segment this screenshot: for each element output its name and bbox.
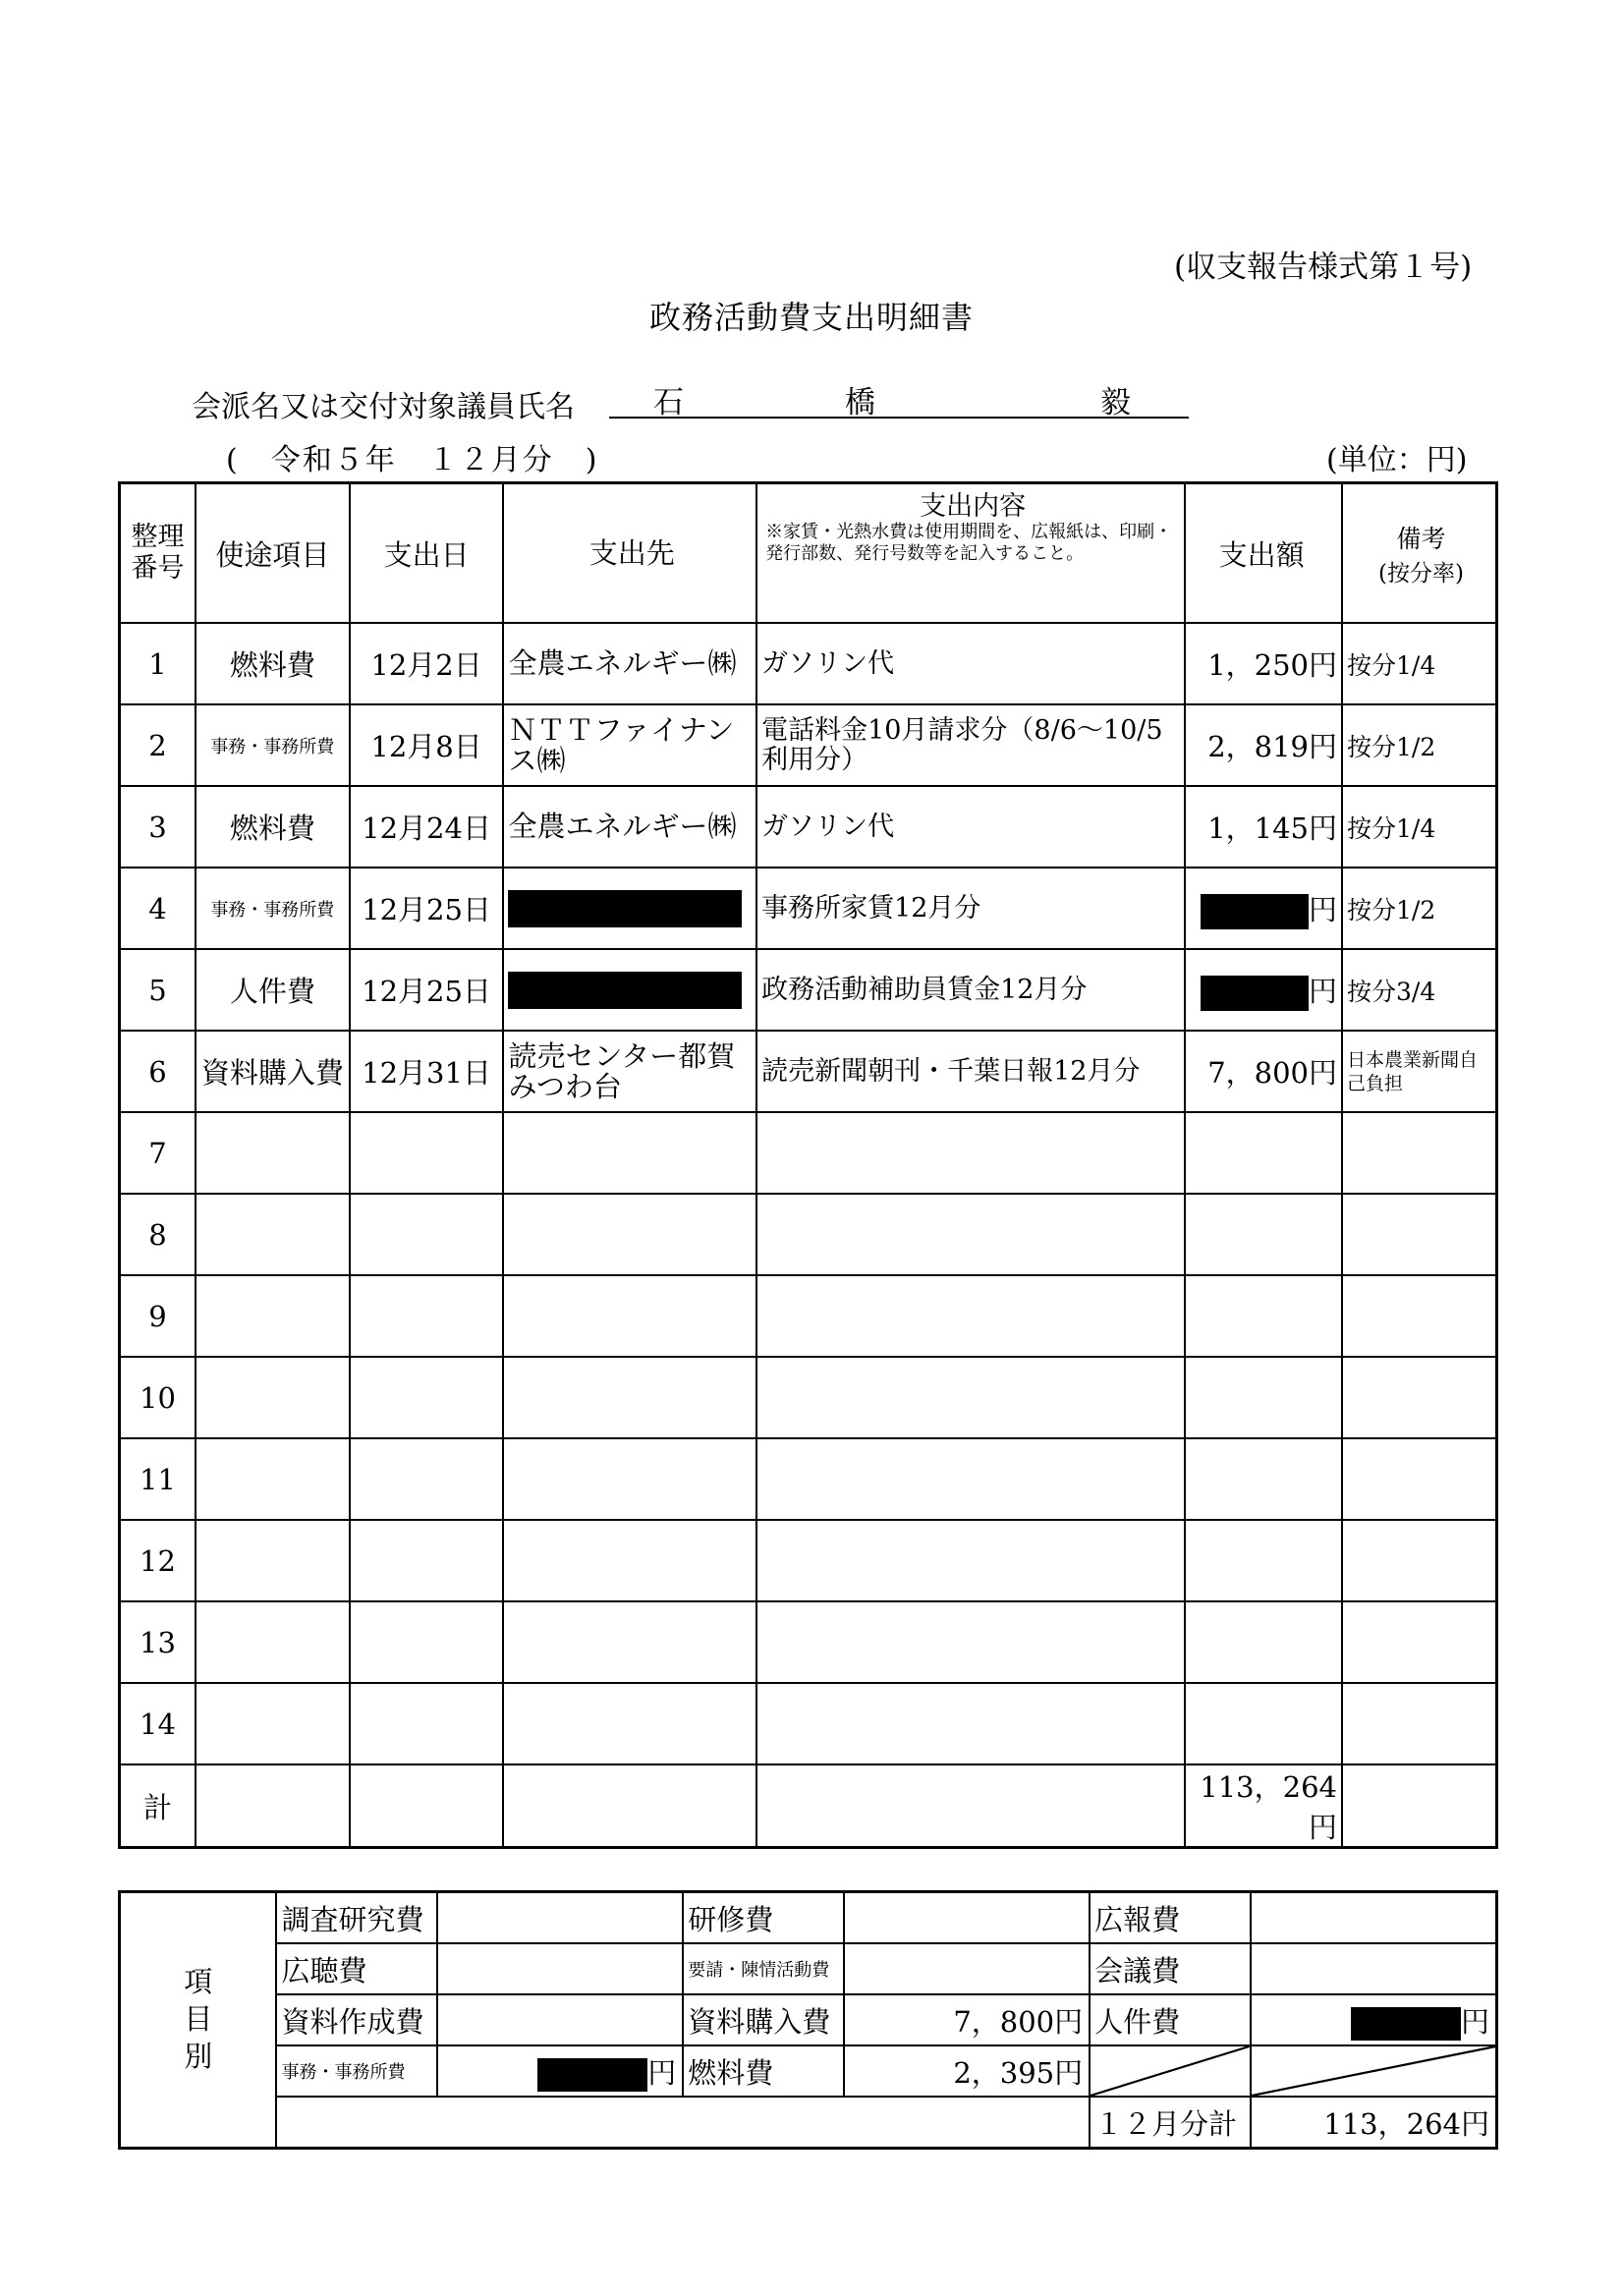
row-remark (1342, 1275, 1497, 1357)
row-number: 13 (120, 1601, 196, 1683)
row-payee (503, 868, 756, 949)
header-no: 整理番号 (120, 483, 196, 624)
summary-meeting-value (1251, 1943, 1497, 1994)
total-row (120, 1764, 1497, 1848)
header-payee: 支出先 (503, 483, 756, 624)
summary-empty-diagonal (1090, 2045, 1251, 2097)
row-item (196, 1194, 350, 1275)
row-content (756, 1683, 1185, 1764)
row-payee (503, 1438, 756, 1520)
row-date: 12月8日 (350, 704, 504, 786)
summary-material-making-label: 資料作成費 (276, 1994, 437, 2045)
redaction-bar (1351, 2007, 1461, 2041)
total-amount: 113，264円 (1185, 1764, 1342, 1848)
header-amount: 支出額 (1185, 483, 1342, 624)
row-amount (1185, 1112, 1342, 1194)
row-remark: 按分3/4 (1342, 949, 1497, 1031)
summary-pr-value (1251, 1892, 1497, 1944)
row-date (350, 1357, 504, 1438)
member-name (609, 377, 1189, 419)
row-content (756, 1112, 1185, 1194)
summary-material-purchase-label: 資料購入費 (683, 1994, 844, 2045)
row-remark (1342, 1194, 1497, 1275)
table-row (120, 1275, 1497, 1357)
table-row (120, 704, 1497, 786)
row-amount (1185, 1683, 1342, 1764)
row-amount (1185, 1275, 1342, 1357)
redaction-bar (1201, 894, 1309, 929)
table-row (120, 1601, 1497, 1683)
row-date (350, 1520, 504, 1601)
summary-training-label: 研修費 (683, 1892, 844, 1944)
summary-personnel-value: 円 (1251, 1994, 1497, 2045)
redaction-bar (537, 2058, 647, 2092)
row-payee: ＮＴＴファイナンス㈱ (503, 704, 756, 786)
row-amount: 1，250円 (1185, 623, 1342, 704)
row-remark: 日本農業新聞自己負担 (1342, 1031, 1497, 1112)
table-row (120, 949, 1497, 1031)
row-date: 12月25日 (350, 949, 504, 1031)
row-payee: 全農エネルギー㈱ (503, 786, 756, 868)
row-item: 燃料費 (196, 623, 350, 704)
row-payee (503, 1683, 756, 1764)
row-content (756, 1194, 1185, 1275)
row-payee: 読売センター都賀みつわ台 (503, 1031, 756, 1112)
row-item: 人件費 (196, 949, 350, 1031)
table-row (120, 1194, 1497, 1275)
row-date: 12月2日 (350, 623, 504, 704)
summary-petition-value (844, 1943, 1090, 1994)
row-remark: 按分1/4 (1342, 623, 1497, 704)
redaction-bar (1201, 976, 1309, 1011)
summary-material-making-value (437, 1994, 683, 2045)
row-item: 事務・事務所費 (196, 868, 350, 949)
expense-table (118, 481, 1498, 1849)
summary-fuel-label: 燃料費 (683, 2045, 844, 2097)
row-payee (503, 1112, 756, 1194)
row-amount: 2，819円 (1185, 704, 1342, 786)
row-remark (1342, 1601, 1497, 1683)
table-row (120, 1520, 1497, 1601)
row-payee (503, 1601, 756, 1683)
table-row (120, 1112, 1497, 1194)
summary-hearing-label: 広聴費 (276, 1943, 437, 1994)
row-number: 6 (120, 1031, 196, 1112)
summary-research-value (437, 1892, 683, 1944)
table-row (120, 786, 1497, 868)
row-content: 読売新聞朝刊・千葉日報12月分 (756, 1031, 1185, 1112)
summary-side-label: 項目別 (120, 1892, 277, 2149)
row-number: 8 (120, 1194, 196, 1275)
row-content (756, 1520, 1185, 1601)
summary-personnel-label: 人件費 (1090, 1994, 1251, 2045)
row-content (756, 1357, 1185, 1438)
redaction-bar (508, 972, 742, 1009)
total-label: 計 (120, 1764, 196, 1848)
form-id: (収支報告様式第１号) (1174, 250, 1473, 285)
header-content-title: 支出内容 (920, 491, 1027, 522)
row-payee (503, 1520, 756, 1601)
month-total-value: 113，264円 (1251, 2097, 1497, 2149)
row-number: 11 (120, 1438, 196, 1520)
summary-hearing-value (437, 1943, 683, 1994)
summary-office-label: 事務・事務所費 (276, 2045, 437, 2097)
row-remark (1342, 1357, 1497, 1438)
row-number: 14 (120, 1683, 196, 1764)
row-date (350, 1194, 504, 1275)
row-remark (1342, 1112, 1497, 1194)
row-number: 1 (120, 623, 196, 704)
row-item (196, 1683, 350, 1764)
table-row (120, 623, 1497, 704)
row-date (350, 1438, 504, 1520)
row-remark: 按分1/2 (1342, 704, 1497, 786)
row-amount: 1，145円 (1185, 786, 1342, 868)
row-number: 7 (120, 1112, 196, 1194)
row-item (196, 1520, 350, 1601)
table-header-row (120, 483, 1497, 624)
row-amount (1185, 1357, 1342, 1438)
row-date: 12月31日 (350, 1031, 504, 1112)
row-date (350, 1601, 504, 1683)
row-number: 10 (120, 1357, 196, 1438)
header-item: 使途項目 (196, 483, 350, 624)
header-remark: 備考 (按分率) (1342, 483, 1497, 624)
member-name-part: 毅 (1100, 385, 1131, 420)
unit-label: (単位：円) (1326, 443, 1468, 477)
row-amount: 7，800円 (1185, 1031, 1342, 1112)
member-name-part: 石 (653, 385, 684, 420)
table-row (120, 868, 1497, 949)
member-name-part: 橋 (845, 385, 875, 420)
row-date (350, 1112, 504, 1194)
row-amount (1185, 1601, 1342, 1683)
row-item: 事務・事務所費 (196, 704, 350, 786)
summary-empty-diagonal (1251, 2045, 1497, 2097)
summary-office-value: 円 (437, 2045, 683, 2097)
summary-training-value (844, 1892, 1090, 1944)
header-date: 支出日 (350, 483, 504, 624)
summary-material-purchase-value: 7，800円 (844, 1994, 1090, 2045)
row-item (196, 1275, 350, 1357)
row-remark (1342, 1438, 1497, 1520)
row-date: 12月25日 (350, 868, 504, 949)
row-number: 9 (120, 1275, 196, 1357)
header-content (756, 483, 1185, 624)
summary-meeting-label: 会議費 (1090, 1943, 1251, 1994)
row-remark: 按分1/2 (1342, 868, 1497, 949)
month-total-label: １２月分計 (1090, 2097, 1251, 2149)
row-content (756, 1601, 1185, 1683)
summary-petition-label: 要請・陳情活動費 (683, 1943, 844, 1994)
summary-pr-label: 広報費 (1090, 1892, 1251, 1944)
row-payee (503, 1275, 756, 1357)
row-number: 12 (120, 1520, 196, 1601)
row-item (196, 1112, 350, 1194)
row-payee (503, 949, 756, 1031)
table-row (120, 1438, 1497, 1520)
row-content: 政務活動補助員賃金12月分 (756, 949, 1185, 1031)
row-number: 3 (120, 786, 196, 868)
table-row (120, 1683, 1497, 1764)
row-item (196, 1438, 350, 1520)
row-amount: 円 (1185, 868, 1342, 949)
row-number: 4 (120, 868, 196, 949)
table-row (120, 1357, 1497, 1438)
row-payee (503, 1357, 756, 1438)
document-title: 政務活動費支出明細書 (648, 299, 974, 336)
row-item: 燃料費 (196, 786, 350, 868)
summary-research-label: 調査研究費 (276, 1892, 437, 1944)
row-remark (1342, 1683, 1497, 1764)
row-date (350, 1683, 504, 1764)
row-amount (1185, 1438, 1342, 1520)
summary-blank (276, 2097, 1090, 2149)
report-period: ( 令和５年 １２月分 ) (226, 443, 599, 477)
row-remark: 按分1/4 (1342, 786, 1497, 868)
member-label: 会派名又は交付対象議員氏名 (192, 390, 575, 424)
row-date: 12月24日 (350, 786, 504, 868)
row-content (756, 1438, 1185, 1520)
row-item (196, 1601, 350, 1683)
row-amount: 円 (1185, 949, 1342, 1031)
row-remark (1342, 1520, 1497, 1601)
row-content: ガソリン代 (756, 623, 1185, 704)
category-summary (118, 1890, 1498, 2150)
row-payee (503, 1194, 756, 1275)
row-item: 資料購入費 (196, 1031, 350, 1112)
row-content: ガソリン代 (756, 786, 1185, 868)
row-number: 5 (120, 949, 196, 1031)
row-amount (1185, 1194, 1342, 1275)
row-amount (1185, 1520, 1342, 1601)
row-content: 電話料金10月請求分（8/6～10/5利用分） (756, 704, 1185, 786)
row-item (196, 1357, 350, 1438)
row-date (350, 1275, 504, 1357)
row-content: 事務所家賃12月分 (756, 868, 1185, 949)
redaction-bar (508, 890, 742, 927)
table-row (120, 1031, 1497, 1112)
summary-fuel-value: 2，395円 (844, 2045, 1090, 2097)
row-number: 2 (120, 704, 196, 786)
row-content (756, 1275, 1185, 1357)
header-content-note: ※家賃・光熱水費は使用期間を、広報紙は、印刷・発行部数、発行号数等を記入すること。 (765, 522, 1173, 564)
row-payee: 全農エネルギー㈱ (503, 623, 756, 704)
